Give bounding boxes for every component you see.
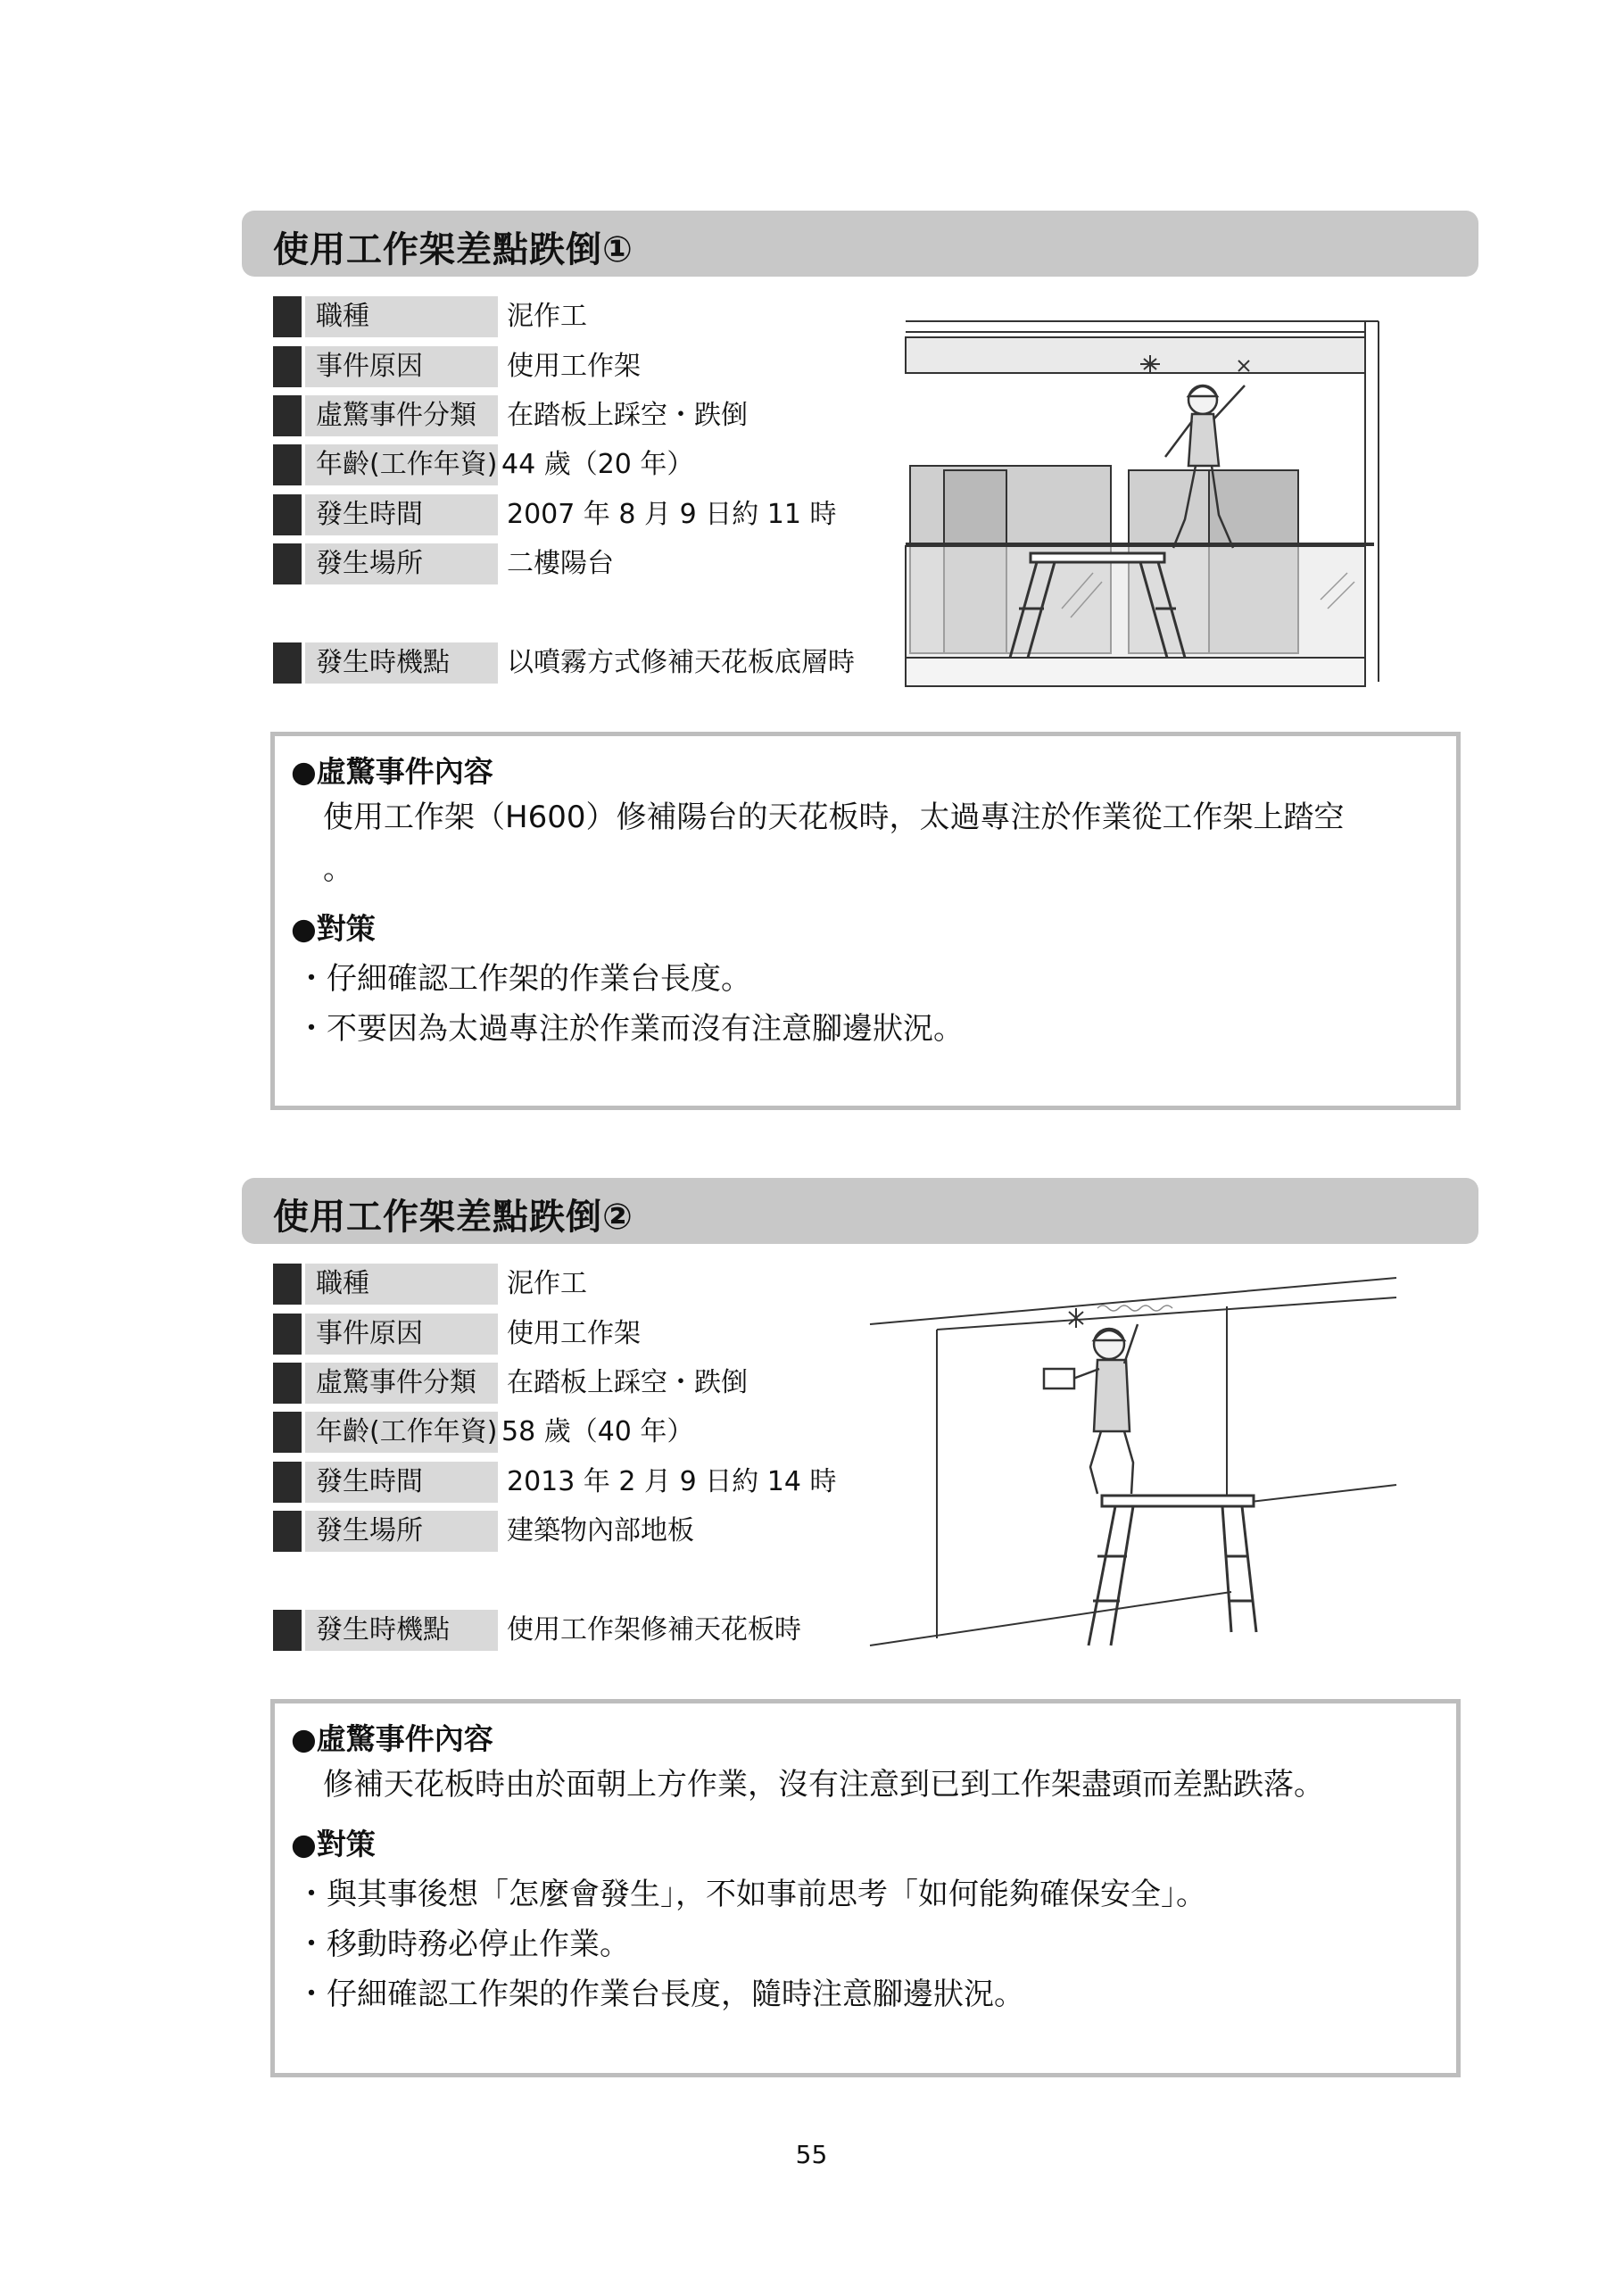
field-value: 2013 年 2 月 9 日約 14 時 (507, 1466, 837, 1497)
field-value: 58 歲（40 年） (501, 1416, 694, 1447)
row-marker (273, 395, 302, 436)
info-row (273, 395, 898, 436)
field-value: 使用工作架修補天花板時 (507, 1614, 801, 1645)
field-value: 在踏板上踩空・跌倒 (507, 400, 748, 431)
row-marker (273, 1462, 302, 1503)
incident-content-line: 修補天花板時由於面朝上方作業，沒有注意到已到工作架盡頭而差點跌落。 (323, 1767, 1324, 1803)
row-marker (273, 1314, 302, 1355)
field-value: 在踏板上踩空・跌倒 (507, 1367, 748, 1398)
field-label: 職種 (305, 1264, 498, 1305)
field-value: 泥作工 (507, 1268, 587, 1299)
row-marker (273, 543, 302, 584)
field-label: 發生時間 (305, 1462, 498, 1503)
field-label: 發生場所 (305, 1511, 498, 1552)
row-marker (273, 346, 302, 387)
info-row (273, 494, 898, 535)
field-value: 以噴霧方式修補天花板底層時 (507, 647, 855, 678)
row-marker (273, 296, 302, 337)
info-row (273, 1314, 898, 1355)
field-label: 事件原因 (305, 346, 498, 387)
field-value: 泥作工 (507, 301, 587, 332)
field-label: 年齡(工作年資) (305, 444, 498, 485)
case-title-bar (242, 1178, 1478, 1244)
row-marker (273, 1363, 302, 1404)
info-row (273, 642, 898, 684)
measure-item: ・仔細確認工作架的作業台長度，隨時注意腳邊狀況。 (296, 1977, 1024, 2012)
interior-scaffold-illustration (865, 1271, 1401, 1663)
field-label: 職種 (305, 296, 498, 337)
field-label: 年齡(工作年資) (305, 1412, 498, 1453)
row-marker (273, 1610, 302, 1651)
field-label: 事件原因 (305, 1314, 498, 1355)
info-row (273, 1363, 898, 1404)
row-marker (273, 494, 302, 535)
field-label: 發生場所 (305, 543, 498, 584)
measure-item: ・移動時務必停止作業。 (296, 1927, 630, 1962)
field-label: 發生時機點 (305, 642, 498, 684)
info-row (273, 444, 898, 485)
case-title: 使用工作架差點跌倒① (273, 229, 633, 270)
field-label: 虛驚事件分類 (305, 395, 498, 436)
field-label: 虛驚事件分類 (305, 1363, 498, 1404)
field-value: 使用工作架 (507, 351, 641, 382)
info-row (273, 1511, 898, 1552)
incident-content-line: 。 (323, 851, 353, 887)
row-marker (273, 1412, 302, 1453)
info-row (273, 1264, 898, 1305)
incident-content-heading: ●虛驚事件內容 (291, 754, 493, 789)
field-label: 發生時間 (305, 494, 498, 535)
case-title-bar (242, 211, 1478, 277)
measure-item: ・不要因為太過專注於作業而沒有注意腳邊狀況。 (296, 1011, 964, 1047)
incident-box (270, 732, 1461, 1110)
case-title: 使用工作架差點跌倒② (273, 1197, 633, 1238)
balcony-scaffold-illustration (901, 314, 1401, 689)
field-value: 二樓陽台 (507, 548, 614, 579)
incident-content-line: 使用工作架（H600）修補陽台的天花板時，太過專注於作業從工作架上踏空 (323, 800, 1345, 835)
row-marker (273, 1264, 302, 1305)
measure-item: ・仔細確認工作架的作業台長度。 (296, 961, 751, 997)
field-value: 使用工作架 (507, 1318, 641, 1349)
incident-box (270, 1699, 1461, 2077)
row-marker (273, 642, 302, 684)
info-row (273, 1412, 898, 1453)
info-row (273, 296, 898, 337)
field-value: 2007 年 8 月 9 日約 11 時 (507, 499, 837, 530)
field-label: 發生時機點 (305, 1610, 498, 1651)
info-row (273, 1610, 898, 1651)
info-row (273, 346, 898, 387)
measure-item: ・與其事後想「怎麼會發生」，不如事前思考「如何能夠確保安全」。 (296, 1877, 1206, 1912)
info-row (273, 543, 898, 584)
row-marker (273, 444, 302, 485)
field-value: 建築物內部地板 (507, 1515, 694, 1546)
field-value: 44 歲（20 年） (501, 449, 694, 480)
row-marker (273, 1511, 302, 1552)
measures-heading: ●對策 (291, 1827, 376, 1861)
incident-content-heading: ●虛驚事件內容 (291, 1721, 493, 1756)
info-row (273, 1462, 898, 1503)
page-number: 55 (795, 2140, 828, 2169)
measures-heading: ●對策 (291, 911, 376, 946)
